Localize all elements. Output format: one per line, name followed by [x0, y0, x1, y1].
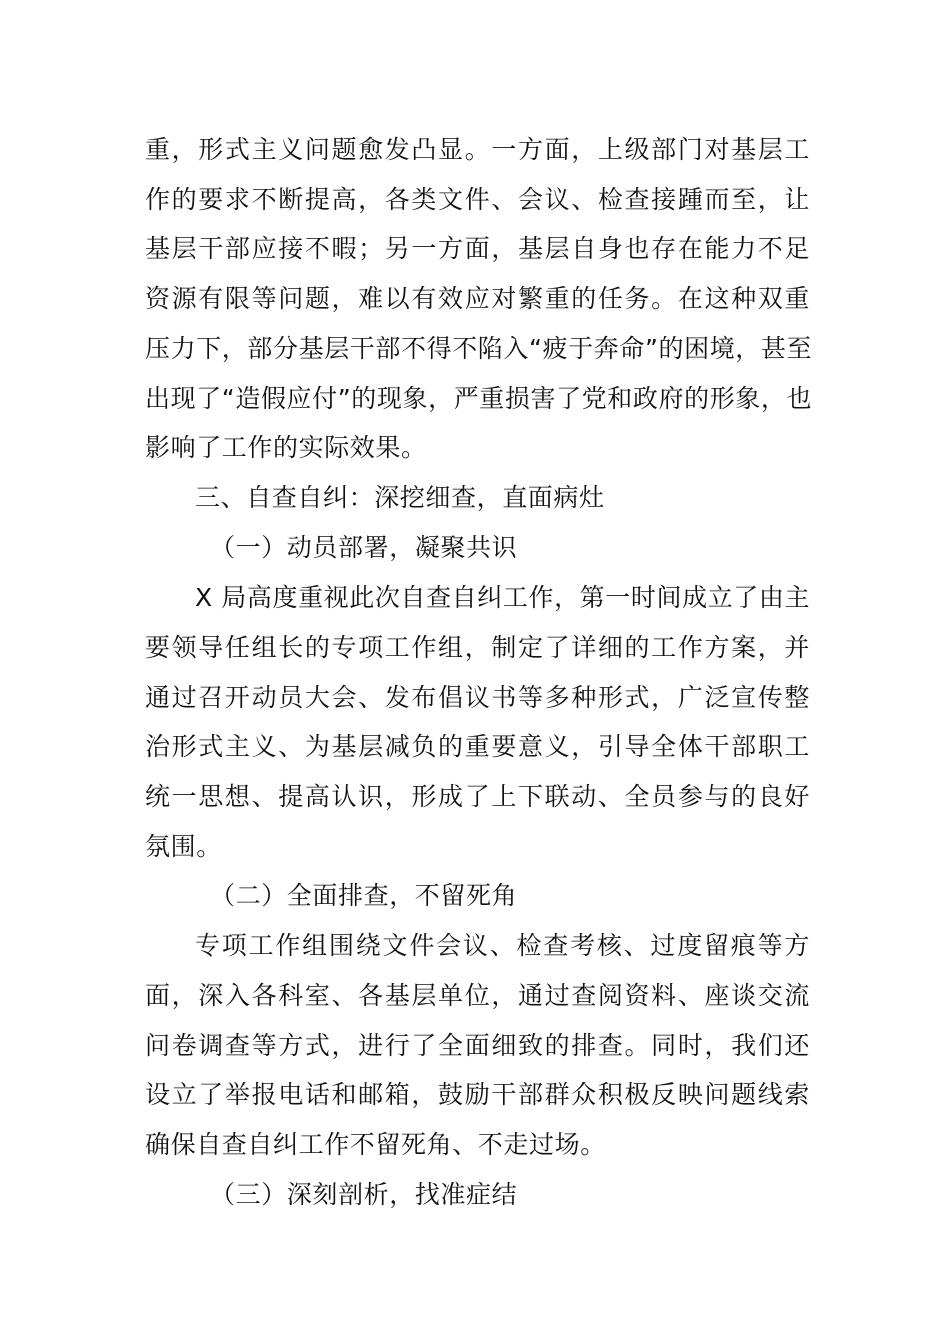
- text-line: 统一思想、提高认识，形成了上下联动、全员参与的良好: [145, 782, 810, 811]
- text-line: 通过召开动员大会、发布倡议书等多种形式，广泛宣传整: [145, 683, 810, 712]
- text-line: 确保自查自纠工作不留死角、不走过场。: [145, 1130, 606, 1159]
- subsection-heading: （一）动员部署，凝聚共识: [210, 533, 518, 562]
- text-line: 出现了“造假应付”的现象，严重损害了党和政府的形象，也: [145, 384, 813, 413]
- text-line: X 局高度重视此次自查自纠工作，第一时间成立了由主: [195, 583, 811, 612]
- subsection-heading: （三）深刻剖析，找准症结: [210, 1180, 518, 1209]
- text-line: 治形式主义、为基层减负的重要意义，引导全体干部职工: [145, 732, 810, 761]
- text-line: 资源有限等问题，难以有效应对繁重的任务。在这种双重: [145, 284, 810, 313]
- text-line: 问卷调查等方式，进行了全面细致的排查。同时，我们还: [145, 1031, 810, 1060]
- text-line: 面，深入各科室、各基层单位，通过查阅资料、座谈交流: [145, 981, 810, 1010]
- text-line: 氛围。: [145, 832, 222, 861]
- text-line: 影响了工作的实际效果。: [145, 433, 427, 462]
- text-line: 压力下，部分基层干部不得不陷入“疲于奔命”的困境，甚至: [145, 334, 813, 363]
- text-line: 设立了举报电话和邮箱，鼓励干部群众积极反映问题线索: [145, 1080, 810, 1109]
- section-heading: 三、自查自纠：深挖细查，直面病灶: [195, 483, 605, 512]
- text-line: 基层干部应接不暇；另一方面，基层自身也存在能力不足: [145, 234, 810, 263]
- text-line: 作的要求不断提高，各类文件、会议、检查接踵而至，让: [145, 185, 810, 214]
- text-line: 要领导任组长的专项工作组，制定了详细的工作方案，并: [145, 633, 810, 662]
- text-line: 重，形式主义问题愈发凸显。一方面，上级部门对基层工: [145, 135, 810, 164]
- text-line: 专项工作组围绕文件会议、检查考核、过度留痕等方: [195, 931, 810, 960]
- subsection-heading: （二）全面排查，不留死角: [210, 881, 518, 910]
